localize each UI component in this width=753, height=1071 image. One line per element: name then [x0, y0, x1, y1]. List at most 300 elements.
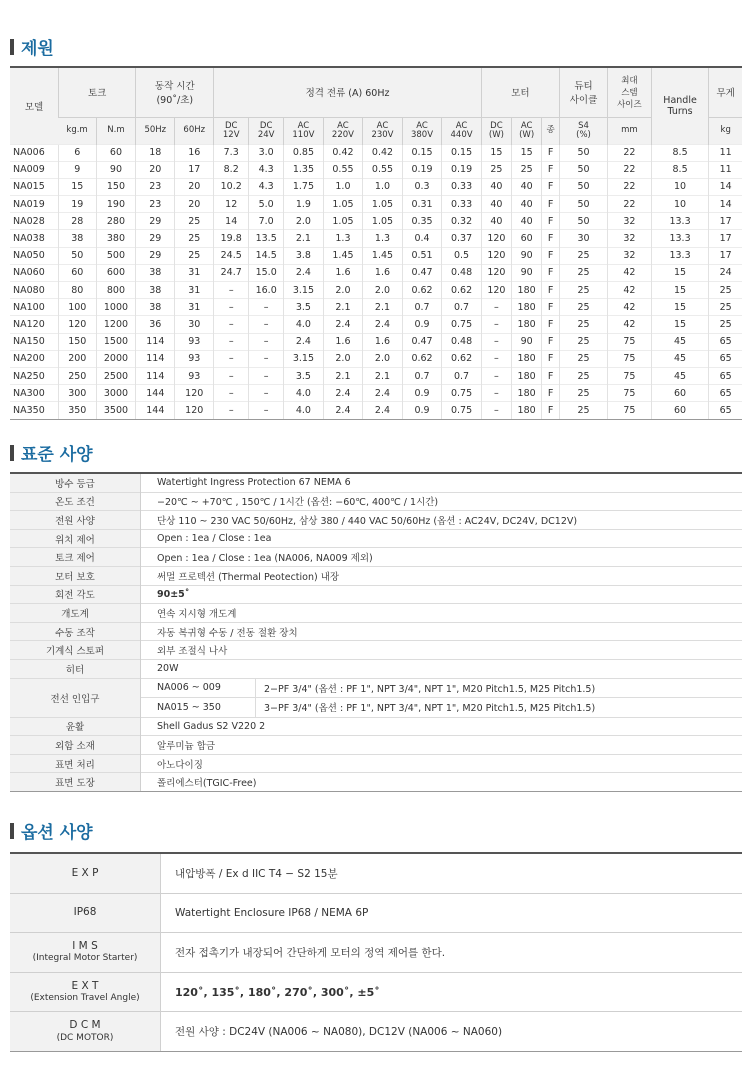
table-row [10, 641, 742, 660]
value-cell: 14.5 [249, 247, 284, 264]
value-cell: 0.47 [402, 333, 442, 350]
section-marker [10, 39, 14, 55]
unit-header: AC 220V [323, 117, 363, 144]
spec-value: Shell Gadus S2 V220 2 [141, 717, 743, 736]
value-cell: 3.0 [249, 144, 284, 161]
spec-table [10, 66, 742, 420]
model-cell: NA006 [10, 144, 59, 161]
value-cell: 9 [59, 161, 97, 178]
value-cell: 0.7 [442, 299, 482, 316]
option-label-sub: (DC MOTOR) [56, 1032, 114, 1043]
value-cell: 25 [709, 316, 742, 333]
value-cell: 2.1 [323, 367, 363, 384]
unit-header: mm [608, 117, 652, 144]
option-label-text: E X T [71, 979, 99, 992]
value-cell: 25 [709, 282, 742, 299]
option-value: 전원 사양 : DC24V (NA006 ~ NA080), DC12V (NA006 ~ NA060) [161, 1012, 743, 1052]
option-label-text: D C M [69, 1019, 101, 1032]
value-cell: 5.0 [249, 196, 284, 213]
table-row [10, 717, 742, 736]
table-row [10, 196, 742, 213]
value-cell: 14 [214, 213, 249, 230]
value-cell: F [542, 144, 560, 161]
value-cell: 25 [175, 213, 214, 230]
value-cell: 50 [559, 196, 607, 213]
table-row [10, 773, 742, 792]
value-cell: 1.75 [284, 178, 324, 195]
value-cell: 0.9 [402, 385, 442, 402]
value-cell: 1500 [96, 333, 136, 350]
option-value: Watertight Enclosure IP68 / NEMA 6P [161, 893, 743, 933]
value-cell: – [249, 333, 284, 350]
value-cell: 25 [559, 367, 607, 384]
value-cell: 25 [559, 299, 607, 316]
model-cell: NA019 [10, 196, 59, 213]
table-row [10, 473, 742, 492]
spec-label: 표면 도장 [10, 773, 141, 792]
value-cell: F [542, 282, 560, 299]
value-cell: 0.19 [402, 161, 442, 178]
value-cell: 4.0 [284, 385, 324, 402]
value-cell: 40 [512, 213, 542, 230]
value-cell: 15 [481, 144, 511, 161]
value-cell: 0.62 [442, 350, 482, 367]
value-cell: – [249, 316, 284, 333]
unit-header: AC 230V [363, 117, 403, 144]
value-cell: 25 [481, 161, 511, 178]
unit-header: S4 (%) [559, 117, 607, 144]
value-cell: 0.19 [442, 161, 482, 178]
value-cell: 120 [175, 385, 214, 402]
value-cell: 40 [481, 196, 511, 213]
value-cell: 120 [481, 247, 511, 264]
value-cell: – [214, 385, 249, 402]
value-cell: 1.35 [284, 161, 324, 178]
spec-value: 폴리에스터(TGIC-Free) [141, 773, 743, 792]
value-cell: 2.1 [284, 230, 324, 247]
header-torque: 토크 [59, 67, 136, 117]
value-cell: 0.5 [442, 247, 482, 264]
table-row [10, 402, 742, 419]
value-cell: 15 [651, 299, 709, 316]
value-cell: 0.75 [442, 402, 482, 419]
value-cell: 38 [59, 230, 97, 247]
value-cell: 800 [96, 282, 136, 299]
value-cell: 22 [608, 144, 652, 161]
value-cell: 4.3 [249, 178, 284, 195]
value-cell: 36 [136, 316, 175, 333]
value-cell: 13.3 [651, 230, 709, 247]
value-cell: 15.0 [249, 264, 284, 281]
spec-label: 방수 등급 [10, 473, 141, 492]
option-label-text: I M S [72, 940, 98, 953]
table-row [10, 659, 742, 678]
value-cell: 90 [512, 333, 542, 350]
header-model: 모델 [10, 67, 59, 144]
value-cell: F [542, 213, 560, 230]
value-cell: 2.0 [363, 282, 403, 299]
spec-value: 연속 지시형 개도계 [141, 604, 743, 623]
value-cell: 2.4 [284, 264, 324, 281]
value-cell: 1.3 [323, 230, 363, 247]
value-cell: 24 [709, 264, 742, 281]
value-cell: 12 [214, 196, 249, 213]
cable-value: 3−PF 3/4" (옵션 : PF 1", NPT 3/4", NPT 1", M20 Pitch1.5, M25 Pitch1.5) [256, 698, 743, 718]
option-label [10, 893, 161, 933]
table-row [10, 367, 742, 384]
spec-label: 개도계 [10, 604, 141, 623]
spec-label: 외함 소재 [10, 736, 141, 755]
value-cell: 2500 [96, 367, 136, 384]
unit-header: AC 440V [442, 117, 482, 144]
value-cell: 42 [608, 282, 652, 299]
value-cell: 114 [136, 350, 175, 367]
option-spec-body [10, 853, 742, 1051]
value-cell: 2.4 [284, 333, 324, 350]
model-cell: NA038 [10, 230, 59, 247]
value-cell: – [481, 333, 511, 350]
value-cell: 28 [59, 213, 97, 230]
value-cell: 3500 [96, 402, 136, 419]
value-cell: 15 [59, 178, 97, 195]
value-cell: 0.85 [284, 144, 324, 161]
value-cell: 2.0 [284, 213, 324, 230]
value-cell: 7.0 [249, 213, 284, 230]
value-cell: 18 [136, 144, 175, 161]
option-value: 내압방폭 / Ex d IIC T4 − S2 15분 [161, 853, 743, 893]
value-cell: 7.3 [214, 144, 249, 161]
value-cell: 32 [608, 213, 652, 230]
value-cell: 500 [96, 247, 136, 264]
value-cell: – [249, 385, 284, 402]
option-title-text: 옵션 사양 [21, 823, 93, 843]
value-cell: 120 [481, 230, 511, 247]
value-cell: F [542, 333, 560, 350]
value-cell: 31 [175, 282, 214, 299]
value-cell: 23 [136, 196, 175, 213]
value-cell: 65 [709, 350, 742, 367]
value-cell: 1.6 [363, 333, 403, 350]
header-duty-cycle: 듀티 사이클 [559, 67, 607, 117]
value-cell: – [481, 385, 511, 402]
value-cell: 0.9 [402, 402, 442, 419]
value-cell: – [249, 367, 284, 384]
table-row [10, 754, 742, 773]
value-cell: 29 [136, 230, 175, 247]
unit-header: kg [709, 117, 742, 144]
header-motor: 모터 [481, 67, 559, 117]
value-cell: 4.0 [284, 402, 324, 419]
value-cell: 0.55 [323, 161, 363, 178]
value-cell: 8.5 [651, 144, 709, 161]
value-cell: – [214, 282, 249, 299]
value-cell: F [542, 367, 560, 384]
value-cell: 75 [608, 402, 652, 419]
value-cell: – [249, 402, 284, 419]
model-cell: NA028 [10, 213, 59, 230]
table-row [10, 736, 742, 755]
value-cell: 31 [175, 299, 214, 316]
value-cell: 0.48 [442, 333, 482, 350]
value-cell: – [481, 316, 511, 333]
value-cell: 80 [59, 282, 97, 299]
option-section-title [10, 818, 93, 843]
value-cell: 42 [608, 264, 652, 281]
table-row [10, 1012, 742, 1052]
value-cell: 65 [709, 385, 742, 402]
value-cell: 20 [175, 178, 214, 195]
value-cell: 300 [59, 385, 97, 402]
value-cell: 42 [608, 316, 652, 333]
value-cell: 24.5 [214, 247, 249, 264]
spec-label: 토크 제어 [10, 548, 141, 567]
value-cell: F [542, 402, 560, 419]
value-cell: 75 [608, 350, 652, 367]
value-cell: 11 [709, 161, 742, 178]
value-cell: 180 [512, 385, 542, 402]
value-cell: 0.7 [402, 367, 442, 384]
value-cell: 50 [559, 178, 607, 195]
value-cell: 22 [608, 196, 652, 213]
value-cell: 45 [651, 333, 709, 350]
value-cell: F [542, 247, 560, 264]
value-cell: 150 [59, 333, 97, 350]
model-cell: NA120 [10, 316, 59, 333]
value-cell: 93 [175, 333, 214, 350]
value-cell: F [542, 230, 560, 247]
value-cell: 90 [96, 161, 136, 178]
value-cell: 114 [136, 367, 175, 384]
value-cell: 0.62 [442, 282, 482, 299]
table-row [10, 161, 742, 178]
value-cell: 0.48 [442, 264, 482, 281]
spec-value: Open : 1ea / Close : 1ea [141, 529, 743, 548]
table-row [10, 299, 742, 316]
value-cell: – [214, 402, 249, 419]
value-cell: 25 [559, 247, 607, 264]
unit-header: 50Hz [136, 117, 175, 144]
value-cell: 25 [559, 402, 607, 419]
option-label [10, 972, 161, 1012]
spec-value: 아노다이징 [141, 754, 743, 773]
table-row [10, 511, 742, 530]
model-cell: NA009 [10, 161, 59, 178]
value-cell: 2.4 [363, 316, 403, 333]
value-cell: 14 [709, 196, 742, 213]
unit-header: DC (W) [481, 117, 511, 144]
standard-title-text: 표준 사양 [21, 445, 93, 465]
value-cell: 90 [512, 264, 542, 281]
value-cell: 150 [96, 178, 136, 195]
value-cell: 100 [59, 299, 97, 316]
spec-label: 히터 [10, 659, 141, 678]
value-cell: 75 [608, 333, 652, 350]
model-cell: NA100 [10, 299, 59, 316]
value-cell: 0.33 [442, 196, 482, 213]
option-label [10, 933, 161, 973]
standard-section-title [10, 440, 93, 465]
value-cell: 120 [481, 282, 511, 299]
value-cell: F [542, 264, 560, 281]
value-cell: 23 [136, 178, 175, 195]
value-cell: 3.5 [284, 299, 324, 316]
model-cell: NA080 [10, 282, 59, 299]
value-cell: 8.2 [214, 161, 249, 178]
value-cell: F [542, 385, 560, 402]
value-cell: 25 [559, 282, 607, 299]
value-cell: 50 [59, 247, 97, 264]
value-cell: 24.7 [214, 264, 249, 281]
value-cell: F [542, 196, 560, 213]
value-cell: F [542, 299, 560, 316]
cable-range: NA006 ~ 009 [141, 678, 256, 698]
header-operating-time: 동작 시간 (90˚/초) [136, 67, 214, 117]
spec-label: 기계식 스토퍼 [10, 641, 141, 660]
spec-value: −20℃ ~ +70℃ , 150℃ / 1시간 (옵션: −60℃, 400℃ / 1시간) [141, 492, 743, 511]
value-cell: 0.62 [402, 350, 442, 367]
model-cell: NA015 [10, 178, 59, 195]
value-cell: 13.3 [651, 247, 709, 264]
spec-value: 자동 복귀형 수동 / 전동 절환 장치 [141, 622, 743, 641]
unit-header: DC 24V [249, 117, 284, 144]
value-cell: 2.4 [323, 385, 363, 402]
cable-value: 2−PF 3/4" (옵션 : PF 1", NPT 3/4", NPT 1", M20 Pitch1.5, M25 Pitch1.5) [256, 678, 743, 698]
value-cell: 40 [481, 213, 511, 230]
spec-value: Open : 1ea / Close : 1ea (NA006, NA009 제외) [141, 548, 743, 567]
option-label-sub: (Integral Motor Starter) [32, 953, 138, 964]
value-cell: 1.0 [323, 178, 363, 195]
value-cell: 1.0 [363, 178, 403, 195]
standard-spec-body [10, 473, 742, 791]
spec-label: 위치 제어 [10, 529, 141, 548]
value-cell: 13.5 [249, 230, 284, 247]
value-cell: 2.1 [323, 299, 363, 316]
value-cell: 15 [651, 282, 709, 299]
value-cell: 190 [96, 196, 136, 213]
value-cell: 17 [175, 161, 214, 178]
value-cell: 25 [175, 247, 214, 264]
value-cell: 22 [608, 178, 652, 195]
value-cell: 180 [512, 282, 542, 299]
table-row [10, 933, 742, 973]
value-cell: 0.51 [402, 247, 442, 264]
value-cell: 10 [651, 196, 709, 213]
value-cell: 114 [136, 333, 175, 350]
value-cell: 600 [96, 264, 136, 281]
value-cell: 60 [651, 402, 709, 419]
value-cell: 180 [512, 299, 542, 316]
value-cell: 45 [651, 367, 709, 384]
value-cell: F [542, 350, 560, 367]
value-cell: 90 [512, 247, 542, 264]
value-cell: 1.05 [363, 196, 403, 213]
value-cell: 29 [136, 247, 175, 264]
table-row [10, 282, 742, 299]
value-cell: 2.0 [323, 350, 363, 367]
value-cell: 2.4 [363, 402, 403, 419]
value-cell: 15 [512, 144, 542, 161]
table-row [10, 385, 742, 402]
section-marker [10, 445, 14, 461]
value-cell: 0.7 [402, 299, 442, 316]
value-cell: 0.42 [323, 144, 363, 161]
value-cell: 2.4 [363, 385, 403, 402]
value-cell: 1.45 [363, 247, 403, 264]
value-cell: 29 [136, 213, 175, 230]
value-cell: 11 [709, 144, 742, 161]
spec-table-body [10, 144, 742, 419]
value-cell: 0.35 [402, 213, 442, 230]
spec-label: 수동 조작 [10, 622, 141, 641]
value-cell: 1.3 [363, 230, 403, 247]
value-cell: 1.6 [363, 264, 403, 281]
value-cell: 60 [59, 264, 97, 281]
value-cell: 0.55 [363, 161, 403, 178]
header-max-stem: 최대 스템 사이즈 [608, 67, 652, 117]
value-cell: 8.5 [651, 161, 709, 178]
value-cell: 180 [512, 402, 542, 419]
value-cell: 3000 [96, 385, 136, 402]
value-cell: 0.75 [442, 316, 482, 333]
value-cell: 75 [608, 385, 652, 402]
value-cell: 15 [651, 264, 709, 281]
value-cell: 0.62 [402, 282, 442, 299]
standard-spec-table [10, 472, 742, 792]
model-cell: NA250 [10, 367, 59, 384]
table-row [10, 316, 742, 333]
spec-label: 회전 각도 [10, 585, 141, 604]
value-cell: – [481, 367, 511, 384]
value-cell: 32 [608, 247, 652, 264]
value-cell: 75 [608, 367, 652, 384]
value-cell: 17 [709, 230, 742, 247]
value-cell: 1000 [96, 299, 136, 316]
value-cell: 25 [559, 333, 607, 350]
value-cell: 4.3 [249, 161, 284, 178]
spec-value: 단상 110 ~ 230 VAC 50/60Hz, 삼상 380 / 440 VAC 50/60Hz (옵션 : AC24V, DC24V, DC12V) [141, 511, 743, 530]
section-marker [10, 823, 14, 839]
table-row [10, 213, 742, 230]
value-cell: 1.6 [323, 264, 363, 281]
value-cell: 0.4 [402, 230, 442, 247]
value-cell: 60 [96, 144, 136, 161]
value-cell: 1.05 [323, 196, 363, 213]
value-cell: 60 [512, 230, 542, 247]
cable-range: NA015 ~ 350 [141, 698, 256, 718]
value-cell: 17 [709, 213, 742, 230]
value-cell: 4.0 [284, 316, 324, 333]
value-cell: 25 [559, 264, 607, 281]
table-row [10, 972, 742, 1012]
value-cell: 42 [608, 299, 652, 316]
value-cell: 20 [175, 196, 214, 213]
value-cell: 17 [709, 247, 742, 264]
option-label [10, 853, 161, 893]
value-cell: F [542, 178, 560, 195]
value-cell: 2000 [96, 350, 136, 367]
unit-header: kg.m [59, 117, 97, 144]
value-cell: 0.33 [442, 178, 482, 195]
value-cell: 25 [175, 230, 214, 247]
value-cell: 2.4 [323, 402, 363, 419]
unit-header: AC 110V [284, 117, 324, 144]
value-cell: 65 [709, 367, 742, 384]
value-cell: 1200 [96, 316, 136, 333]
spec-label: 온도 조건 [10, 492, 141, 511]
value-cell: 25 [559, 316, 607, 333]
spec-value: Watertight Ingress Protection 67 NEMA 6 [141, 473, 743, 492]
model-cell: NA050 [10, 247, 59, 264]
